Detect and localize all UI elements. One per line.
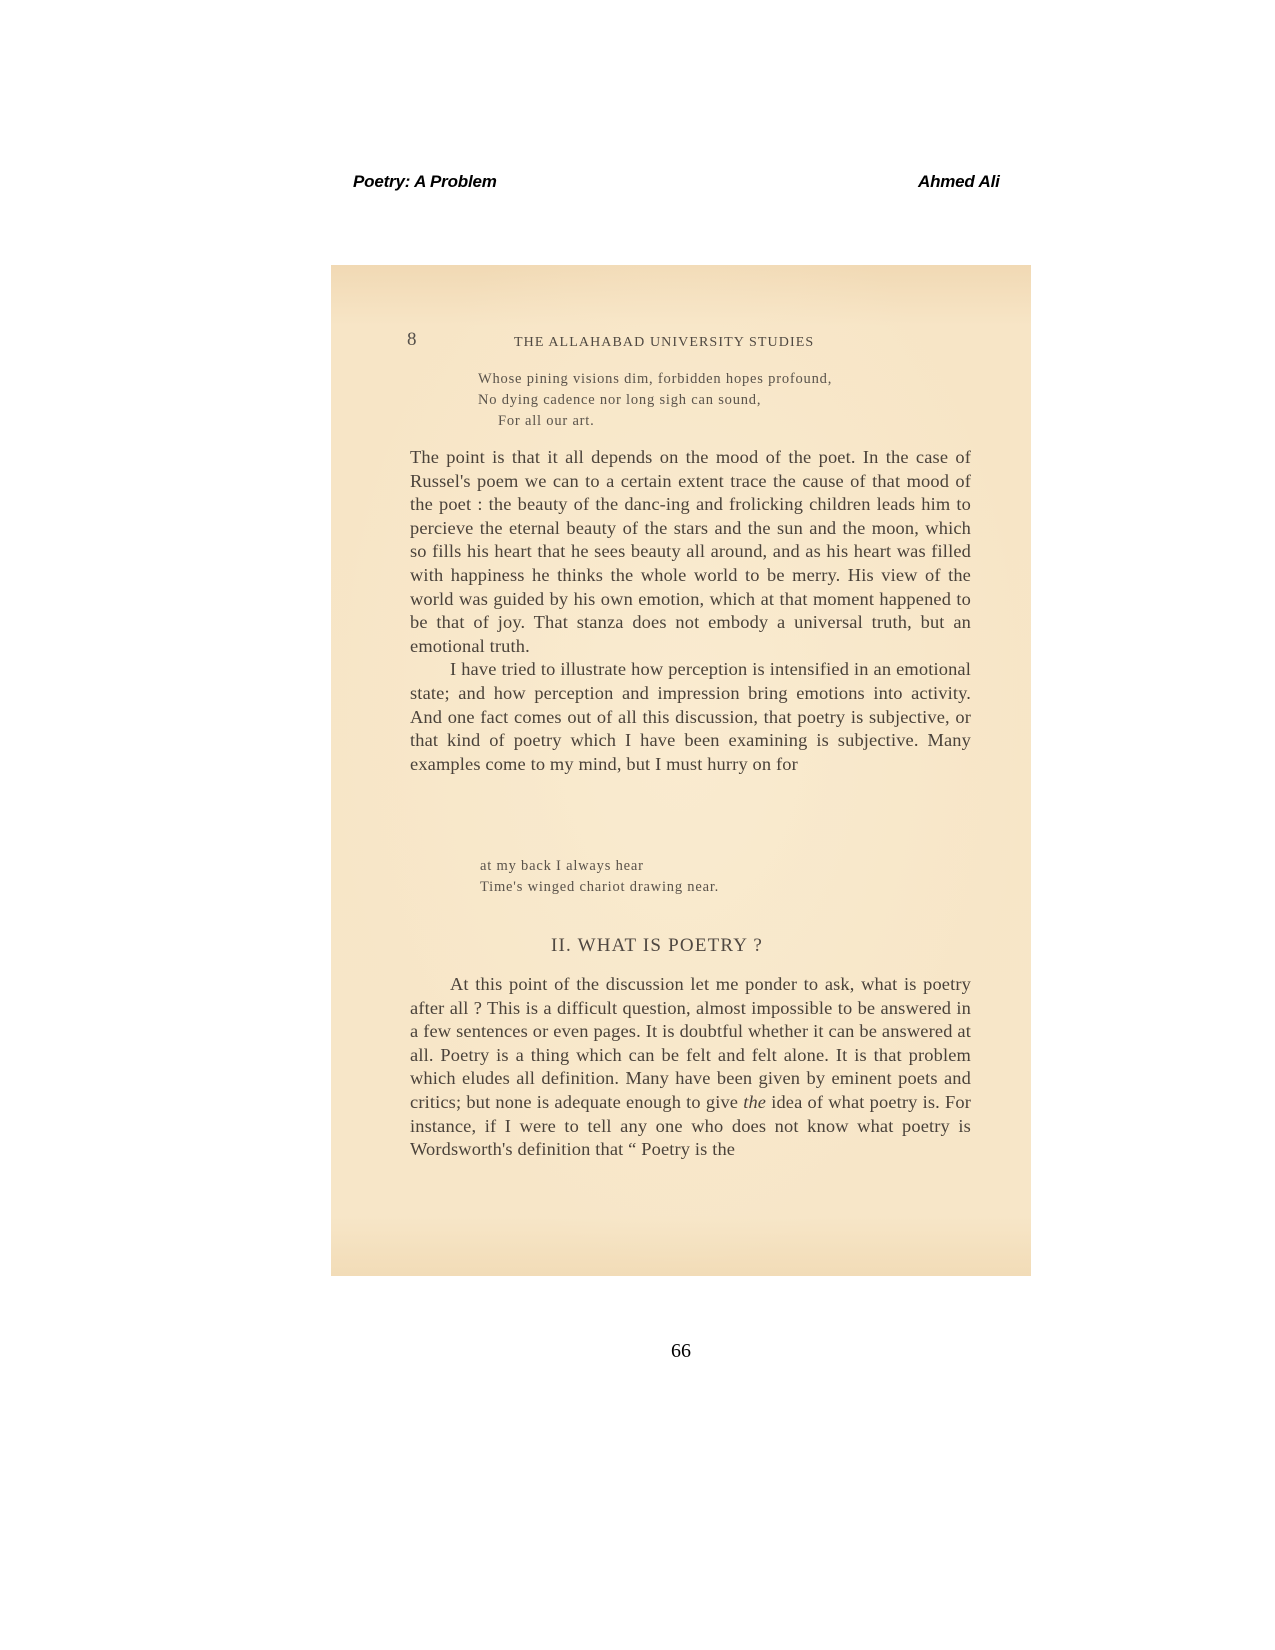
verse-line: Whose pining visions dim, forbidden hopes profound, <box>478 371 833 387</box>
page-number: 66 <box>671 1340 691 1362</box>
verse-line: Time's winged chariot drawing near. <box>480 879 720 895</box>
verse-quotation-2 <box>480 856 719 898</box>
scanned-page-image <box>331 265 1031 1276</box>
body-text-1 <box>410 446 971 776</box>
verse-line: at my back I always hear <box>480 858 644 874</box>
paragraph-1: The point is that it all depends on the mood of the poet. In the case of Russel's poem we can to a certain extent trace the cause of that mood of the poet : the beauty of the danc-ing and frolicking children leads him to percieve the eternal beauty of the stars and the sun and the moon, which so fills his heart that he sees beauty all around, and as his heart was filled with happiness he thinks the whole world to be merry. His view of the world was guided by his own emotion, which at that moment happened to be that of joy. That stanza does not embody a universal truth, but an emotional truth. <box>410 447 971 656</box>
folio-number: 8 <box>407 329 417 350</box>
verse-quotation-1 <box>478 369 832 432</box>
paragraph-2: I have tried to illustrate how perception is intensified in an emotional state; and how perception and impression bring emotions into activity. And one fact comes out of all this discussion, that poetry is subjective, or that kind of poetry which I have been examining is subjective. Many examples come to my mind, but I must hurry on for <box>410 659 971 774</box>
paragraph-3-text: At this point of the discussion let me ponder to ask, what is poetry after all ? This is a difficult question, almost impossible to be answered in a few sentences or even pages. It is doubtful whether it can be answered at all. Poetry is a thing which can be felt and felt alone. It is that problem which eludes all definition. Many have been given by eminent poets and critics; but none is adequate enough to give <box>410 974 971 1112</box>
journal-running-title: THE ALLAHABAD UNIVERSITY STUDIES <box>514 335 815 350</box>
paragraph-3 <box>410 973 971 1162</box>
verse-line: No dying cadence nor long sigh can sound, <box>478 392 762 408</box>
paragraph-3-text-cont: idea of what poetry is. For instance, if I were to tell any one who does not know what poetry is Wordsworth's definition that “ Poetry is the <box>410 1091 971 1160</box>
emphasis-the: the <box>743 1091 767 1112</box>
section-heading: II. WHAT IS POETRY ? <box>551 935 764 956</box>
verse-line: For all our art. <box>498 413 595 429</box>
body-text-2 <box>410 973 971 1162</box>
running-head-title: Poetry: A Problem <box>353 172 497 191</box>
running-head-author: Ahmed Ali <box>918 172 1000 191</box>
